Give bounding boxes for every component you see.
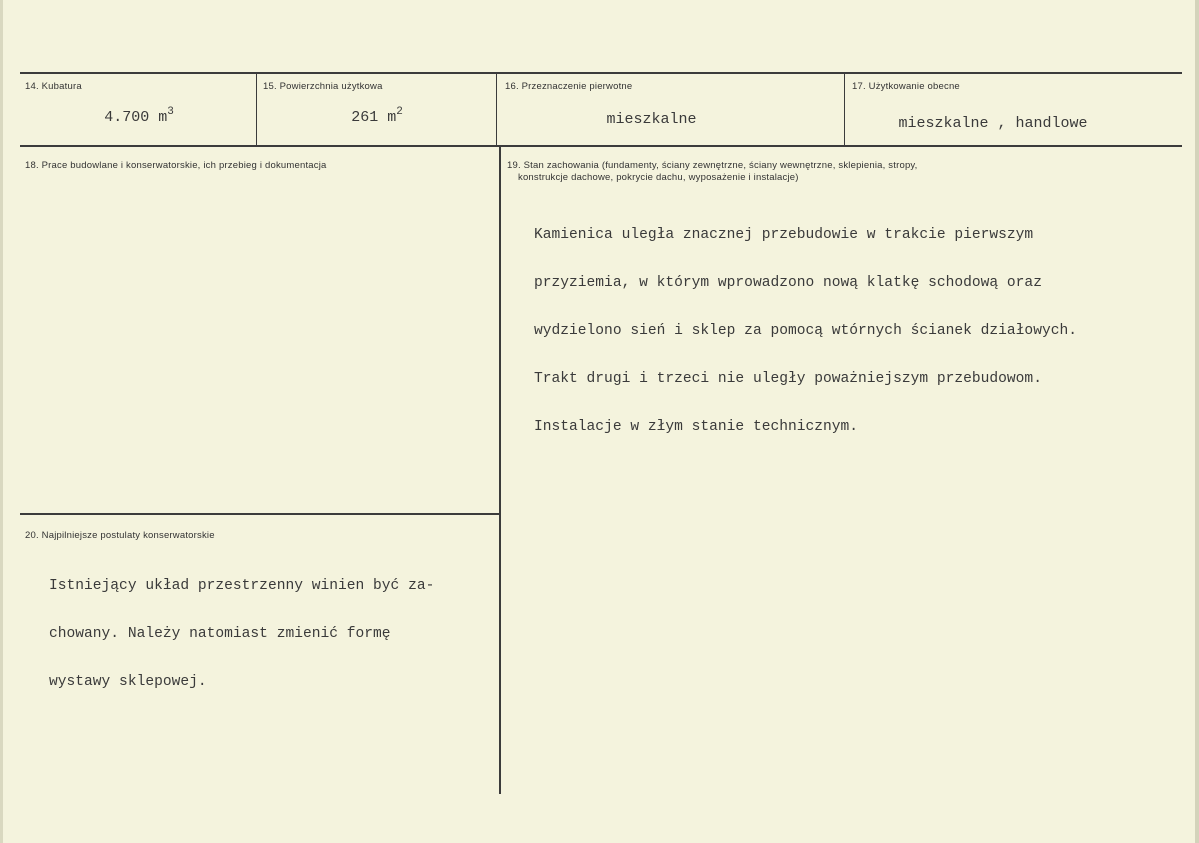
field-19-text-line: przyziemia, w którym wprowadzono nową klatkę schodową oraz	[534, 275, 1042, 291]
field-20-text-line: Istniejący układ przestrzenny winien być za-	[49, 578, 435, 594]
field-15-unit-exponent: 2	[396, 106, 403, 118]
field-20-label: 20. Najpilniejsze postulaty konserwatorskie	[25, 530, 215, 541]
field-20-text	[49, 546, 434, 722]
row1-bottom-rule	[20, 145, 1182, 147]
field-17-label: 17. Użytkowanie obecne	[852, 81, 960, 92]
field-15-label: 15. Powierzchnia użytkowa	[263, 81, 383, 92]
field-15-value-text: 261 m	[351, 109, 397, 126]
field-19-label-line2: konstrukcje dachowe, pokrycie dachu, wyposażenie i instalacje)	[518, 172, 799, 183]
field-14-value-text: 4.700 m	[104, 109, 168, 126]
field-17-value: mieszkalne , handlowe	[898, 115, 1088, 132]
field-20-text-line: chowany. Należy natomiast zmienić formę	[49, 626, 391, 642]
col-divider-14-15	[256, 72, 257, 146]
field-19-label-line1: 19. Stan zachowania (fundamenty, ściany zewnętrzne, ściany wewnętrzne, sklepienia, stropy,	[507, 160, 918, 171]
field-19-text-line: Instalacje w złym stanie technicznym.	[534, 419, 859, 435]
col-divider-16-17	[844, 72, 845, 146]
col-divider-15-16	[496, 72, 497, 146]
field-19-text-line: Kamienica uległa znacznej przebudowie w trakcie pierwszym	[534, 227, 1034, 243]
field-19-text-line: wydzielono sień i sklep za pomocą wtórnych ścianek działowych.	[534, 323, 1077, 339]
field-16-value: mieszkalne	[606, 111, 697, 128]
top-rule	[20, 72, 1182, 74]
main-vertical-divider	[499, 146, 501, 794]
field-14-label: 14. Kubatura	[25, 81, 82, 92]
field-19-text-line: Trakt drugi i trzeci nie uległy poważniejszym przebudowom.	[534, 371, 1042, 387]
field-15-value	[259, 106, 495, 126]
field-19-text	[534, 195, 1077, 467]
row2-left-bottom-rule	[20, 513, 499, 515]
field-20-text-line: wystawy sklepowej.	[49, 674, 207, 690]
field-14-unit-exponent: 3	[167, 106, 174, 118]
field-16-label: 16. Przeznaczenie pierwotne	[505, 81, 633, 92]
field-14-value	[25, 106, 253, 126]
field-18-label: 18. Prace budowlane i konserwatorskie, ich przebieg i dokumentacja	[25, 160, 327, 171]
